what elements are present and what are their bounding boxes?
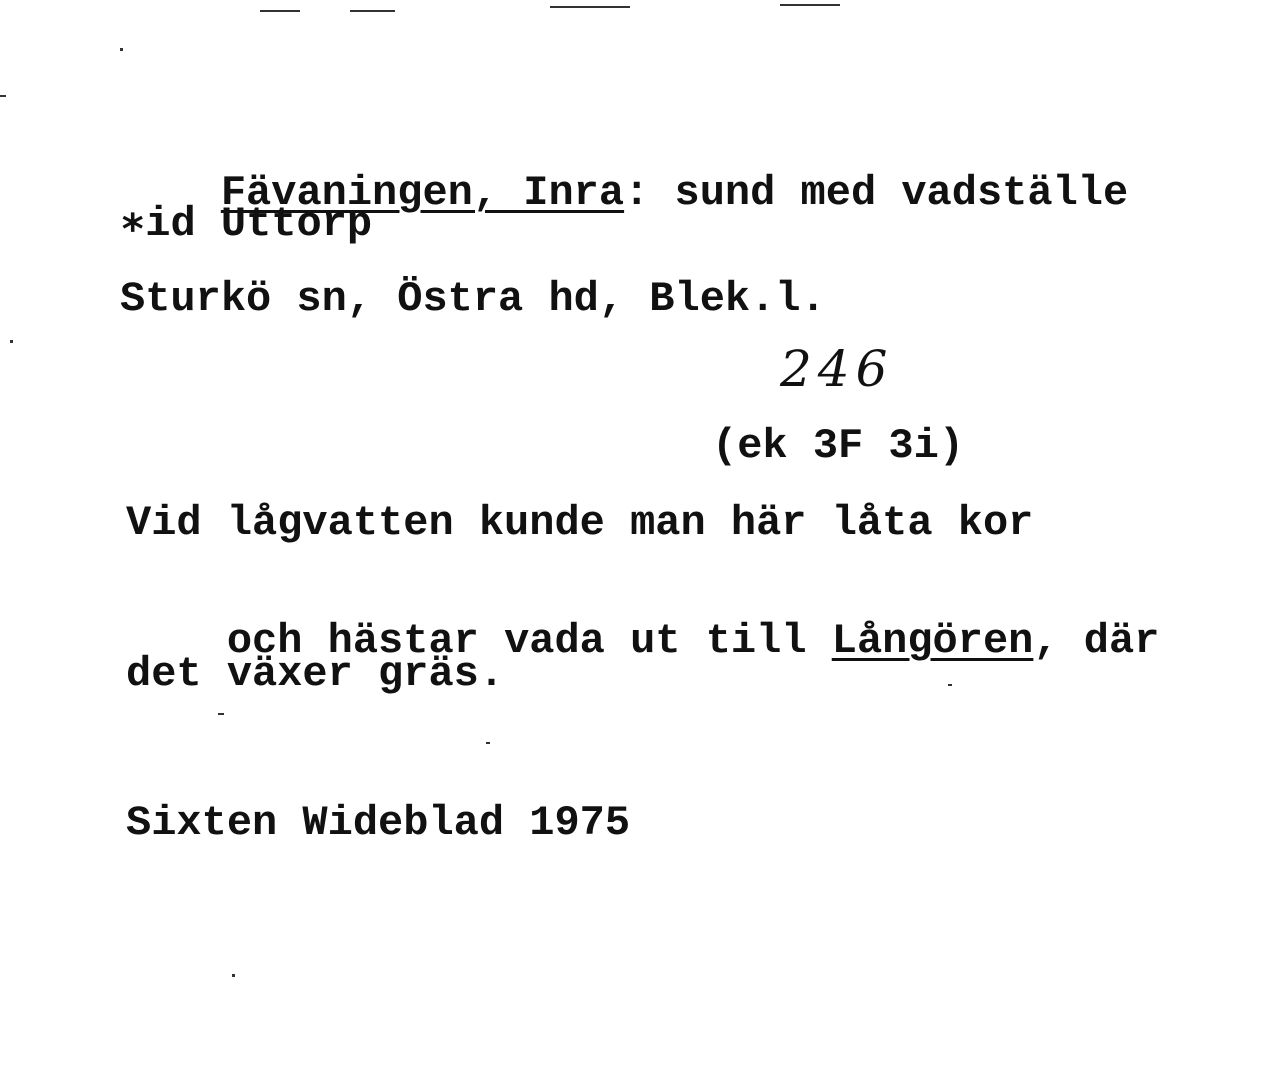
signature: Sixten Wideblad 1975 <box>126 799 631 847</box>
map-reference: (ek 3F 3i) <box>712 422 965 470</box>
scan-speck <box>780 4 840 6</box>
scan-speck <box>10 340 13 343</box>
scan-speck <box>350 10 395 12</box>
body-line-2-post: , där <box>1033 617 1160 665</box>
heading-colon: : <box>624 169 650 217</box>
scan-speck <box>120 48 123 51</box>
scan-speck <box>260 10 300 12</box>
scan-speck <box>0 95 6 97</box>
scan-speck <box>486 742 490 744</box>
scan-speck <box>218 713 224 715</box>
body-line-2-pre: och hästar vada ut till <box>226 617 832 665</box>
scan-speck <box>232 974 235 977</box>
scan-speck <box>550 6 630 8</box>
location-line: ∗id Uttorp <box>120 200 373 248</box>
body-line-3: det växer gräs. <box>126 650 505 698</box>
parish-line: Sturkö sn, Östra hd, Blek.l. <box>120 275 826 323</box>
place-link-langoren: Långören <box>831 617 1034 665</box>
scan-speck <box>948 684 952 686</box>
heading-description: sund med vadställe <box>649 169 1129 217</box>
place-name: Fävaningen, Inra <box>220 169 625 217</box>
body-line-1: Vid lågvatten kunde man här låta kor <box>126 499 1034 547</box>
handwritten-number: 246 <box>780 340 894 398</box>
